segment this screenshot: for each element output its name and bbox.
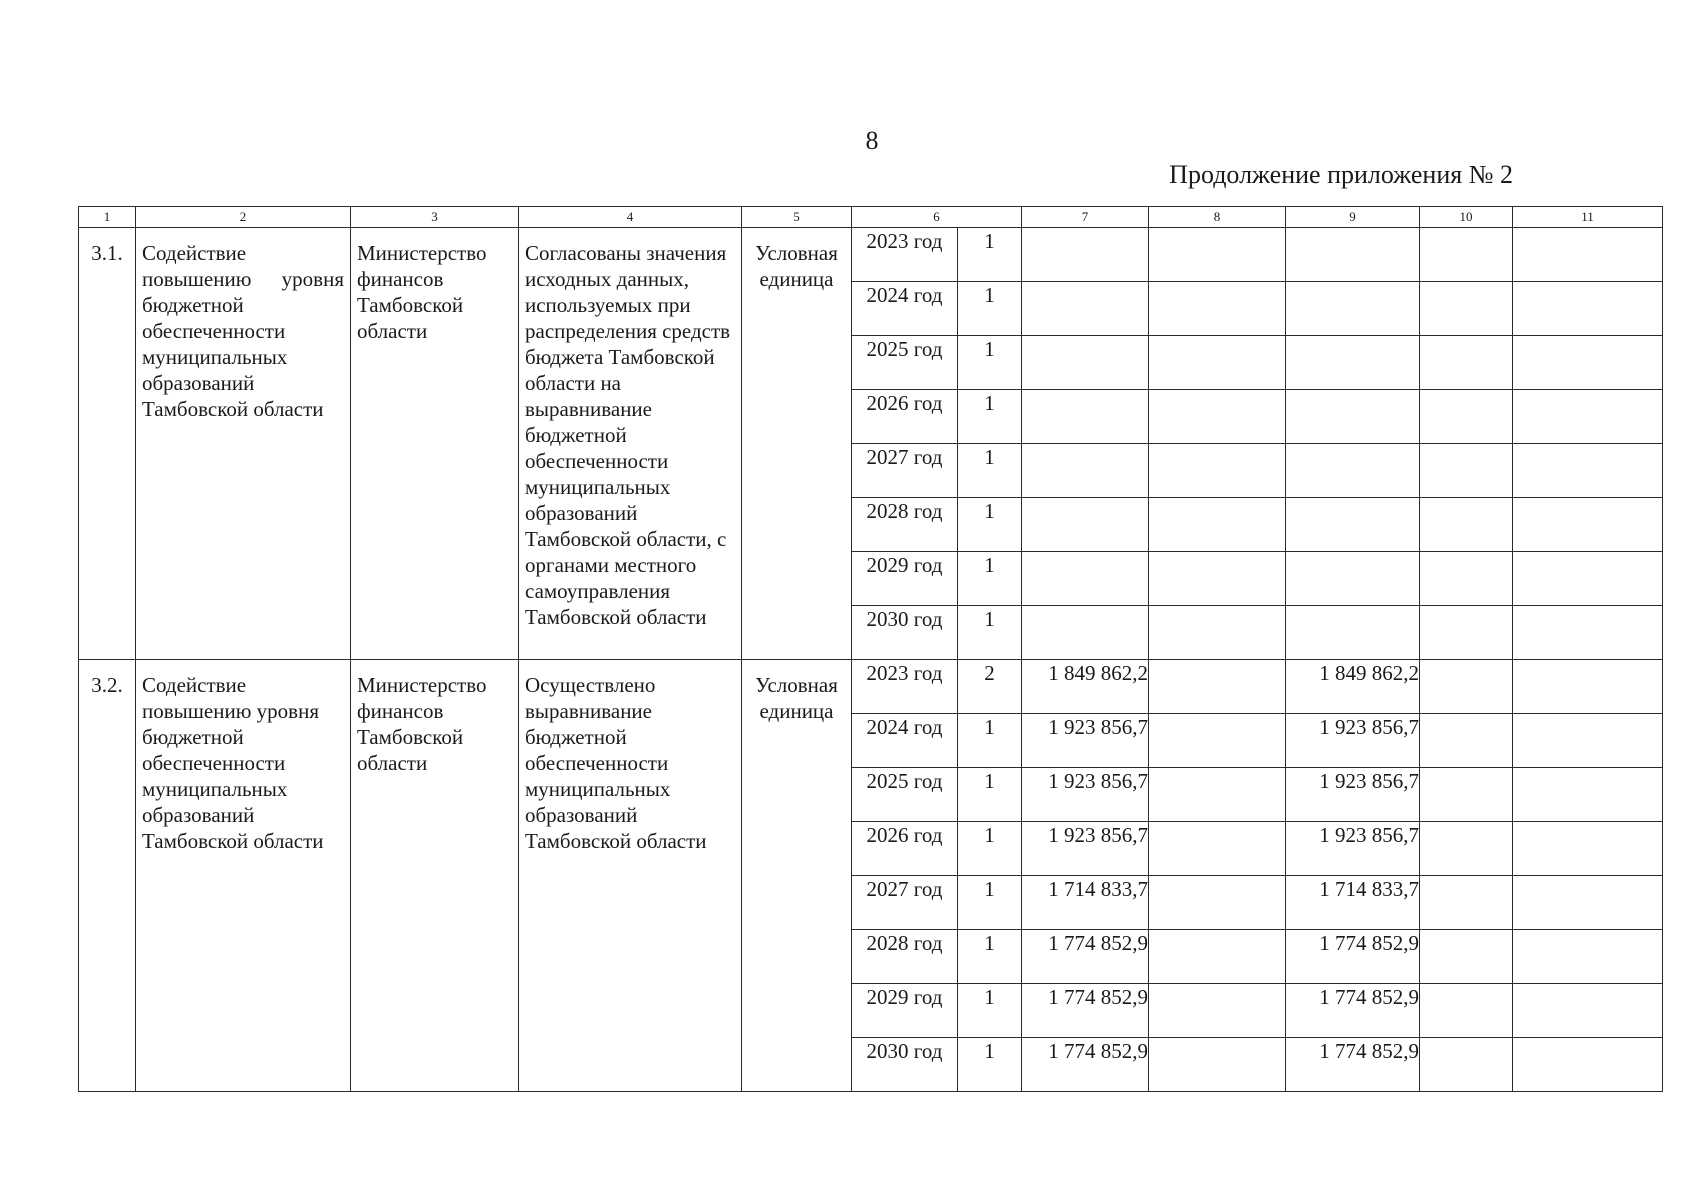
amount-col11-cell	[1513, 606, 1663, 660]
report-table	[78, 206, 1663, 1092]
amount-col11-cell	[1513, 282, 1663, 336]
amount-col9-cell: 1 774 852,9	[1286, 984, 1420, 1038]
amount-col11-cell	[1513, 876, 1663, 930]
amount-col9-cell: 1 774 852,9	[1286, 930, 1420, 984]
amount-col8-cell	[1149, 498, 1286, 552]
column-numbers-row	[79, 207, 1663, 228]
amount-col11-cell	[1513, 984, 1663, 1038]
amount-col11-cell	[1513, 714, 1663, 768]
amount-col8-cell	[1149, 228, 1286, 282]
amount-col8-cell	[1149, 984, 1286, 1038]
year-cell: 2026 год	[852, 822, 958, 876]
amount-col8-cell	[1149, 930, 1286, 984]
amount-col7-cell	[1022, 606, 1149, 660]
executor-cell-text: Министерство финансов Тамбовской области	[357, 241, 487, 343]
column-number: 9	[1286, 207, 1420, 228]
amount-col11-cell	[1513, 660, 1663, 714]
amount-col8-cell	[1149, 822, 1286, 876]
year-cell: 2029 год	[852, 984, 958, 1038]
amount-col10-cell	[1420, 1038, 1513, 1092]
column-number: 1	[79, 207, 136, 228]
year-cell: 2028 год	[852, 498, 958, 552]
executor-cell-text: Министерство финансов Тамбовской области	[357, 673, 487, 775]
amount-col9-cell	[1286, 390, 1420, 444]
column-number: 3	[351, 207, 519, 228]
table-body	[79, 207, 1663, 1092]
year-cell: 2023 год	[852, 660, 958, 714]
section-number-cell	[79, 228, 136, 660]
amount-col9-cell: 1 923 856,7	[1286, 822, 1420, 876]
amount-col8-cell	[1149, 390, 1286, 444]
amount-col7-cell	[1022, 498, 1149, 552]
executor-cell	[351, 660, 519, 1092]
amount-col10-cell	[1420, 282, 1513, 336]
amount-col8-cell	[1149, 336, 1286, 390]
amount-col11-cell	[1513, 444, 1663, 498]
unit-cell-text: Условная единица	[755, 673, 838, 723]
amount-col11-cell	[1513, 390, 1663, 444]
amount-col7-cell: 1 923 856,7	[1022, 822, 1149, 876]
amount-col7-cell	[1022, 282, 1149, 336]
amount-col10-cell	[1420, 498, 1513, 552]
amount-col9-cell	[1286, 444, 1420, 498]
amount-col8-cell	[1149, 282, 1286, 336]
result-cell-text: Согласованы значения исходных данных, используемых при распределения средств бюджета Тамбовской области на выравнивание бюджетной обеспеченности муниципальных образований Тамбовской области, с органами местного самоуправления Тамбовской области	[525, 241, 731, 629]
indicator-value-cell: 1	[958, 498, 1022, 552]
result-cell	[519, 660, 742, 1092]
amount-col8-cell	[1149, 768, 1286, 822]
amount-col11-cell	[1513, 768, 1663, 822]
amount-col7-cell: 1 923 856,7	[1022, 768, 1149, 822]
amount-col7-cell: 1 774 852,9	[1022, 1038, 1149, 1092]
page-number: 8	[865, 126, 879, 155]
amount-col9-cell	[1286, 282, 1420, 336]
column-number: 7	[1022, 207, 1149, 228]
amount-col9-cell	[1286, 552, 1420, 606]
amount-col7-cell	[1022, 336, 1149, 390]
amount-col7-cell	[1022, 228, 1149, 282]
year-cell: 2027 год	[852, 876, 958, 930]
column-number: 4	[519, 207, 742, 228]
year-cell: 2025 год	[852, 768, 958, 822]
unit-cell-text: Условная единица	[755, 241, 838, 291]
amount-col9-cell: 1 714 833,7	[1286, 876, 1420, 930]
year-cell: 2027 год	[852, 444, 958, 498]
amount-col9-cell: 1 923 856,7	[1286, 768, 1420, 822]
column-number: 10	[1420, 207, 1513, 228]
amount-col10-cell	[1420, 606, 1513, 660]
amount-col7-cell: 1 774 852,9	[1022, 984, 1149, 1038]
year-cell: 2024 год	[852, 282, 958, 336]
amount-col8-cell	[1149, 876, 1286, 930]
amount-col10-cell	[1420, 552, 1513, 606]
amount-col8-cell	[1149, 606, 1286, 660]
year-cell: 2030 год	[852, 1038, 958, 1092]
indicator-value-cell: 1	[958, 228, 1022, 282]
result-cell-text: Осуществлено выравнивание бюджетной обеспеченности муниципальных образований Тамбовской области	[525, 673, 707, 853]
year-cell: 2028 год	[852, 930, 958, 984]
amount-col7-cell: 1 849 862,2	[1022, 660, 1149, 714]
measure-cell-text: Содействие повышению уровня бюджетной обеспеченности муниципальных образований Тамбовской области	[142, 241, 344, 421]
measure-cell-text: Содействие повышению уровня бюджетной обеспеченности муниципальных образований Тамбовской области	[142, 673, 324, 853]
indicator-value-cell: 2	[958, 660, 1022, 714]
indicator-value-cell: 1	[958, 606, 1022, 660]
table-row	[79, 660, 1663, 714]
amount-col11-cell	[1513, 228, 1663, 282]
amount-col10-cell	[1420, 444, 1513, 498]
year-cell: 2023 год	[852, 228, 958, 282]
amount-col9-cell: 1 849 862,2	[1286, 660, 1420, 714]
column-number: 11	[1513, 207, 1663, 228]
amount-col8-cell	[1149, 714, 1286, 768]
section-number-cell	[79, 660, 136, 1092]
amount-col11-cell	[1513, 1038, 1663, 1092]
year-cell: 2029 год	[852, 552, 958, 606]
indicator-value-cell: 1	[958, 282, 1022, 336]
column-number: 6	[852, 207, 1022, 228]
amount-col10-cell	[1420, 714, 1513, 768]
indicator-value-cell: 1	[958, 822, 1022, 876]
indicator-value-cell: 1	[958, 768, 1022, 822]
amount-col11-cell	[1513, 336, 1663, 390]
indicator-value-cell: 1	[958, 444, 1022, 498]
executor-cell	[351, 228, 519, 660]
result-cell	[519, 228, 742, 660]
amount-col9-cell	[1286, 336, 1420, 390]
amount-col10-cell	[1420, 984, 1513, 1038]
amount-col10-cell	[1420, 660, 1513, 714]
amount-col7-cell: 1 714 833,7	[1022, 876, 1149, 930]
indicator-value-cell: 1	[958, 984, 1022, 1038]
amount-col7-cell	[1022, 552, 1149, 606]
amount-col7-cell: 1 923 856,7	[1022, 714, 1149, 768]
amount-col8-cell	[1149, 1038, 1286, 1092]
unit-cell	[742, 660, 852, 1092]
section-number-cell-text: 3.1.	[91, 241, 123, 265]
column-number: 8	[1149, 207, 1286, 228]
amount-col8-cell	[1149, 552, 1286, 606]
indicator-value-cell: 1	[958, 336, 1022, 390]
column-number: 2	[136, 207, 351, 228]
table-row	[79, 228, 1663, 282]
indicator-value-cell: 1	[958, 714, 1022, 768]
indicator-value-cell: 1	[958, 876, 1022, 930]
column-number: 5	[742, 207, 852, 228]
amount-col7-cell	[1022, 444, 1149, 498]
amount-col10-cell	[1420, 930, 1513, 984]
amount-col7-cell: 1 774 852,9	[1022, 930, 1149, 984]
year-cell: 2026 год	[852, 390, 958, 444]
amount-col9-cell: 1 774 852,9	[1286, 1038, 1420, 1092]
year-cell: 2025 год	[852, 336, 958, 390]
amount-col10-cell	[1420, 336, 1513, 390]
amount-col8-cell	[1149, 660, 1286, 714]
amount-col10-cell	[1420, 876, 1513, 930]
measure-cell	[136, 228, 351, 660]
measure-cell	[136, 660, 351, 1092]
indicator-value-cell: 1	[958, 1038, 1022, 1092]
indicator-value-cell: 1	[958, 390, 1022, 444]
year-cell: 2030 год	[852, 606, 958, 660]
amount-col11-cell	[1513, 552, 1663, 606]
amount-col10-cell	[1420, 822, 1513, 876]
year-cell: 2024 год	[852, 714, 958, 768]
amount-col10-cell	[1420, 390, 1513, 444]
amount-col9-cell	[1286, 228, 1420, 282]
amount-col8-cell	[1149, 444, 1286, 498]
amount-col9-cell	[1286, 498, 1420, 552]
amount-col10-cell	[1420, 768, 1513, 822]
amount-col7-cell	[1022, 390, 1149, 444]
amount-col11-cell	[1513, 930, 1663, 984]
indicator-value-cell: 1	[958, 930, 1022, 984]
indicator-value-cell: 1	[958, 552, 1022, 606]
appendix-caption: Продолжение приложения № 2	[1169, 160, 1513, 189]
amount-col9-cell: 1 923 856,7	[1286, 714, 1420, 768]
section-number-cell-text: 3.2.	[91, 673, 123, 697]
unit-cell	[742, 228, 852, 660]
amount-col9-cell	[1286, 606, 1420, 660]
amount-col10-cell	[1420, 228, 1513, 282]
amount-col11-cell	[1513, 822, 1663, 876]
amount-col11-cell	[1513, 498, 1663, 552]
